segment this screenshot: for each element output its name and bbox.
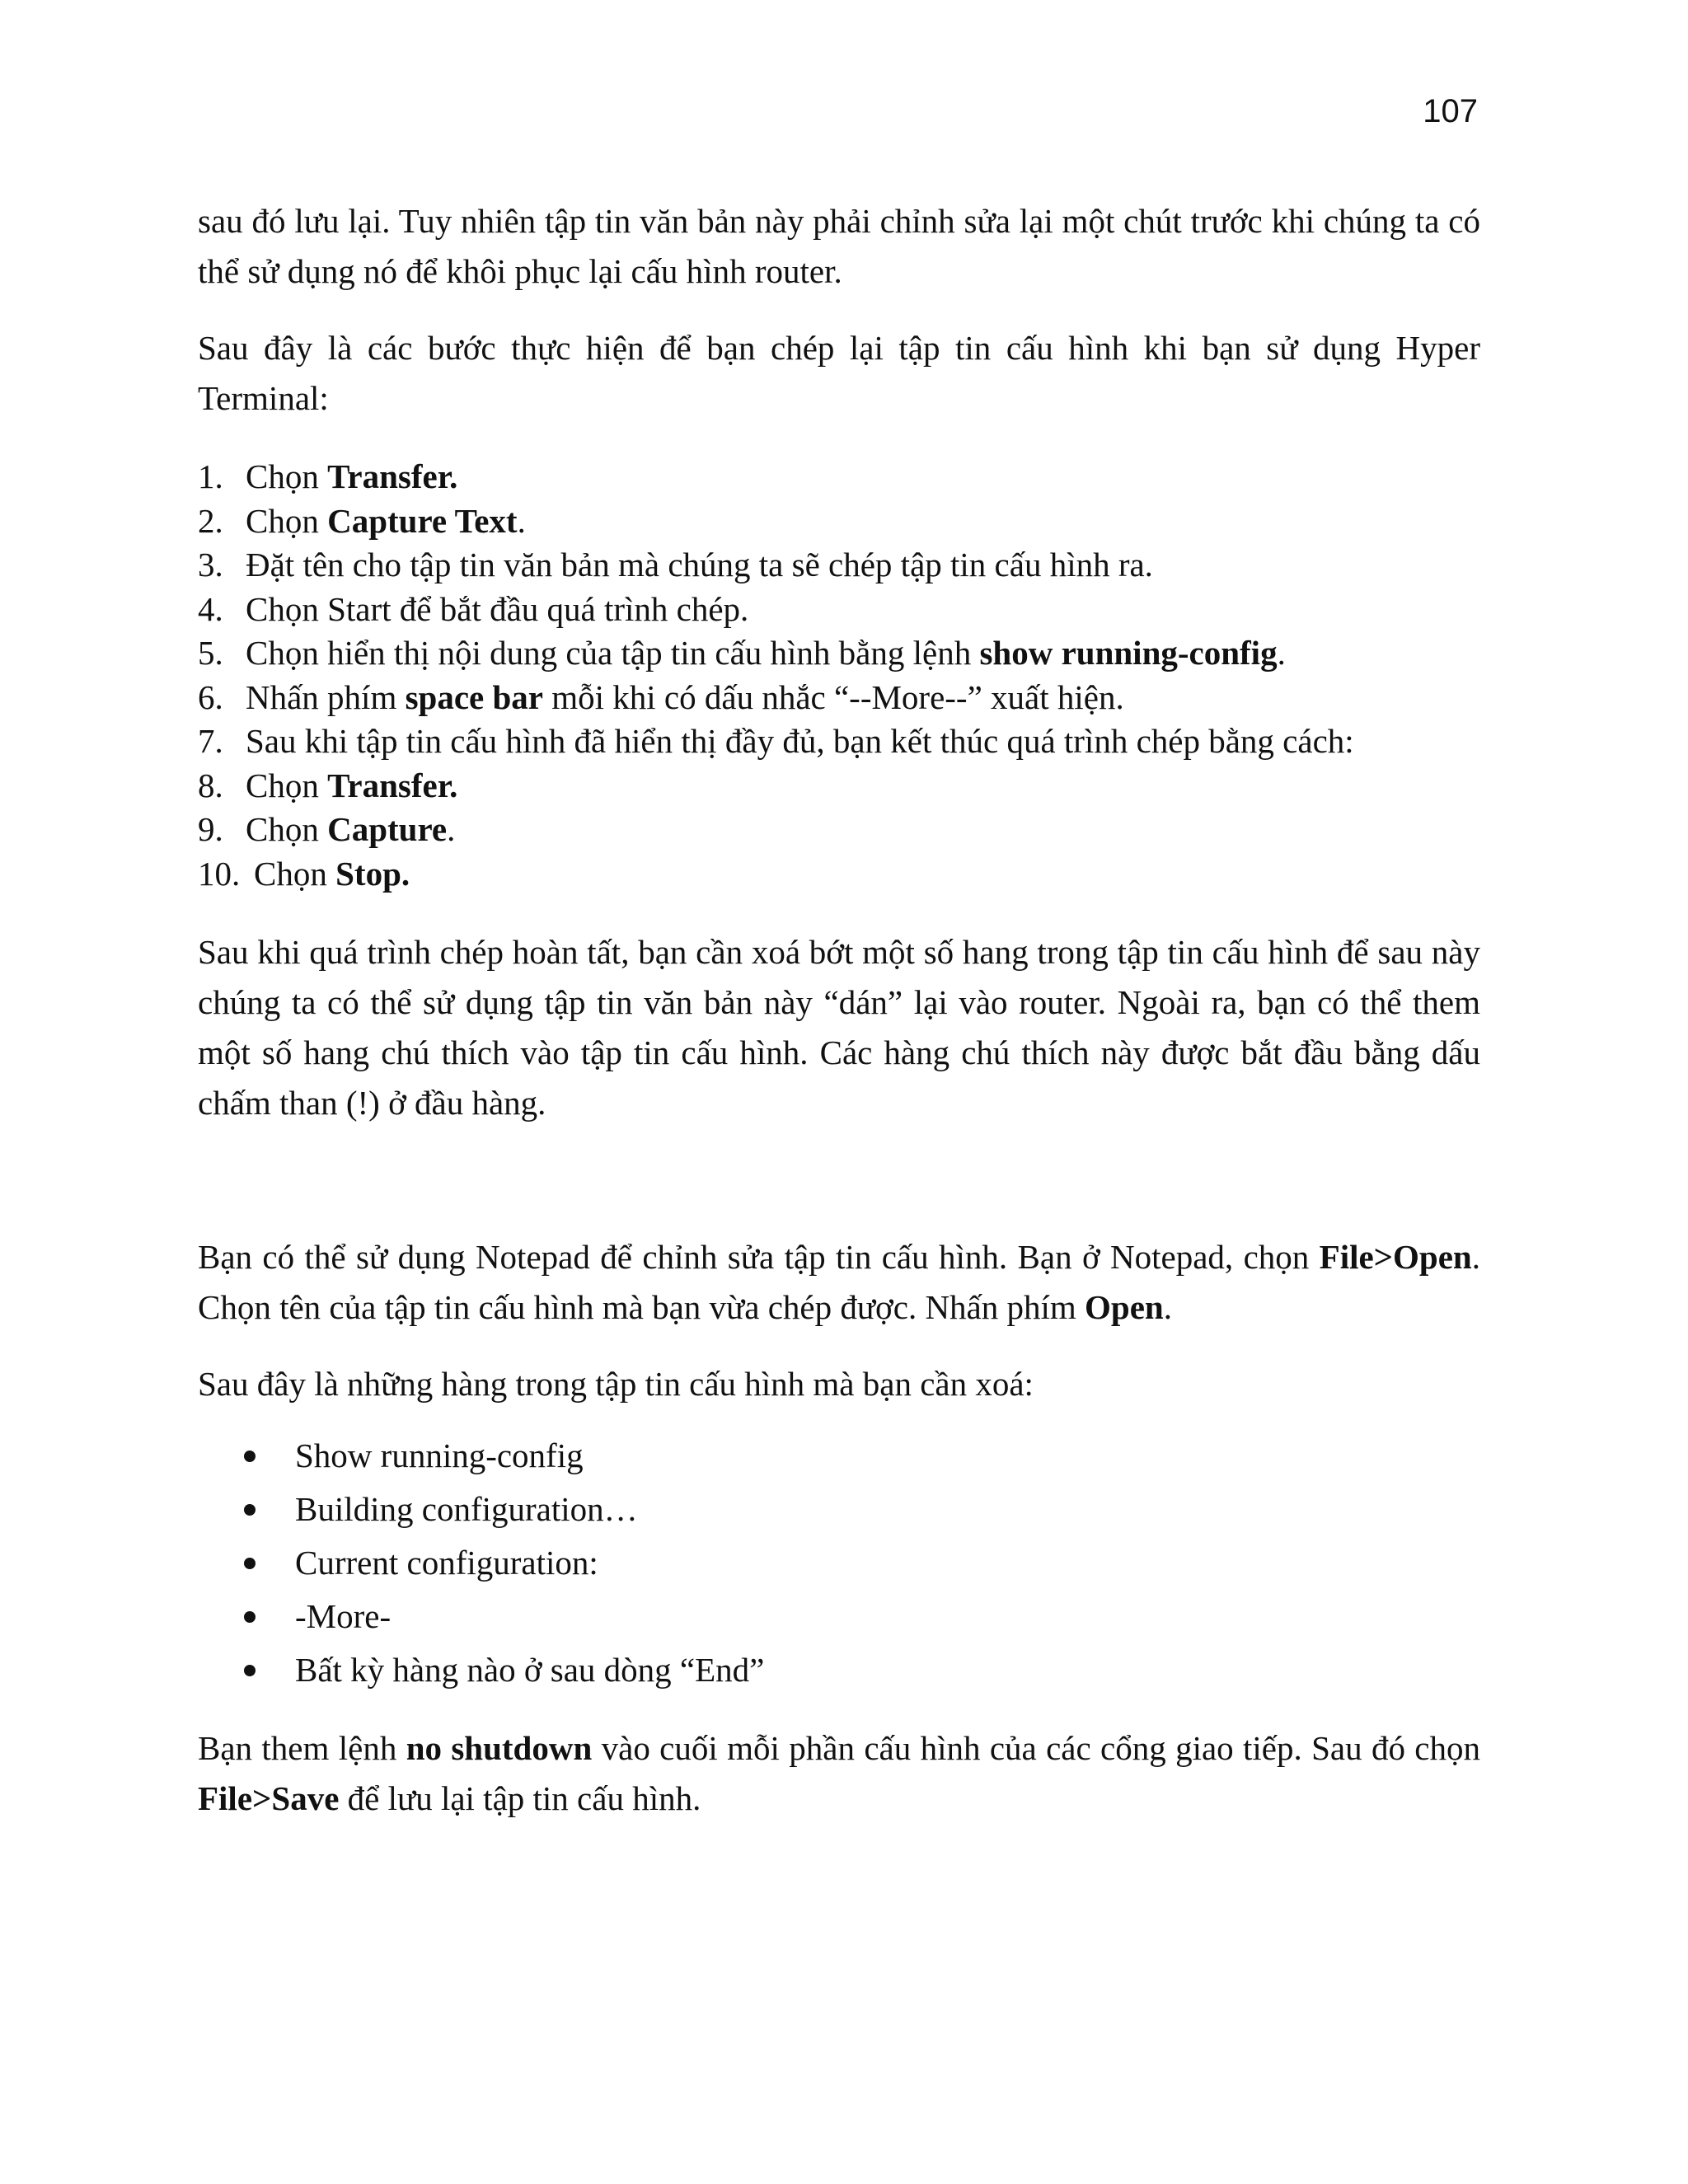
list-item (198, 852, 1480, 897)
step-text: Nhấn phím (246, 677, 406, 716)
no-shutdown-command: no shutdown (406, 1729, 593, 1767)
step-text: Chọn (246, 810, 328, 848)
no-shutdown-text-3: để lưu lại tập tin cấu hình. (339, 1779, 701, 1817)
paragraph-steps-intro: Sau đây là các bước thực hiện để bạn chép lại tập tin cấu hình khi bạn sử dụng Hyper Terminal: (198, 329, 1480, 417)
paragraph-after-copy: Sau khi quá trình chép hoàn tất, bạn cần xoá bớt một số hang trong tập tin cấu hình để sau này chúng ta có thể sử dụng tập tin văn bản này “dán” lại vào router. Ngoài ra, bạn có thể them một số hang chú thích vào tập tin cấu hình. Các hàng chú thích này được bắt đầu bằng dấu chấm than (!) ở đầu hàng. (198, 933, 1480, 1122)
delete-lines-list (198, 1429, 1480, 1697)
paragraph-lines-to-delete: Sau đây là những hàng trong tập tin cấu hình mà bạn cần xoá: (198, 1365, 1034, 1403)
step-text-tail: . (447, 810, 456, 848)
open-key-label: Open (1085, 1288, 1164, 1326)
list-item (198, 1429, 1480, 1483)
menu-file-open: File>Open (1319, 1238, 1472, 1276)
step-number: 2. (198, 501, 223, 540)
steps-list (198, 455, 1480, 896)
step-number: 7. (198, 722, 223, 760)
step-text-tail: mỗi khi có dấu nhắc “--More--” xuất hiện. (543, 677, 1124, 716)
list-item (198, 455, 1480, 499)
step-number: 4. (198, 589, 223, 628)
step-text: Đặt tên cho tập tin văn bản mà chúng ta sẽ chép tập tin cấu hình ra. (246, 546, 1153, 583)
step-number: 8. (198, 766, 223, 804)
step-number: 1. (198, 457, 223, 495)
list-item (198, 676, 1480, 720)
step-text-tail: . (517, 501, 526, 540)
step-number: 10. (198, 854, 241, 893)
step-bold-text: Stop. (335, 854, 410, 893)
list-item (198, 764, 1480, 808)
bullet-icon (244, 1665, 256, 1676)
step-bold-text: show running-config (979, 634, 1278, 672)
list-item (198, 543, 1480, 588)
document-body (198, 196, 1480, 1824)
step-text: Chọn (246, 457, 328, 495)
step-text-tail: . (1277, 634, 1286, 672)
notepad-text-1: Bạn có thể sử dụng Notepad để chỉnh sửa tập tin cấu hình. Bạn ở Notepad, chọn (198, 1238, 1320, 1276)
list-item (198, 719, 1480, 764)
step-text: Chọn hiển thị nội dung của tập tin cấu hình bằng lệnh (246, 634, 980, 672)
step-bold-text: Transfer. (327, 457, 458, 495)
step-number: 5. (198, 634, 223, 672)
step-text: Chọn (254, 854, 336, 893)
paragraph-intro-continuation: sau đó lưu lại. Tuy nhiên tập tin văn bản này phải chỉnh sửa lại một chút trước khi chúng ta có thể sử dụng nó để khôi phục lại cấu hình router. (198, 202, 1480, 290)
step-text: Chọn Start để bắt đầu quá trình chép. (246, 589, 749, 628)
page-number: 107 (1423, 93, 1478, 129)
list-item (198, 631, 1480, 676)
list-item (198, 1536, 1480, 1590)
step-text: Chọn (246, 766, 328, 804)
list-item (198, 1643, 1480, 1697)
bullet-text: Current configuration: (295, 1544, 598, 1582)
notepad-text-3: . (1163, 1288, 1172, 1326)
step-bold-text: space bar (405, 677, 543, 716)
bullet-icon (244, 1558, 256, 1569)
step-number: 9. (198, 810, 223, 848)
step-text: Chọn (246, 501, 328, 540)
step-number: 3. (198, 546, 223, 583)
step-bold-text: Capture (327, 810, 448, 848)
bullet-icon (244, 1451, 256, 1462)
bullet-text: -More- (295, 1597, 392, 1635)
bullet-icon (244, 1611, 256, 1623)
menu-file-save: File>Save (198, 1779, 340, 1817)
no-shutdown-text-2: vào cuối mỗi phần cấu hình của các cổng giao tiếp. Sau đó chọn (592, 1729, 1480, 1767)
list-item (198, 808, 1480, 852)
list-item (198, 499, 1480, 544)
bullet-text: Show running-config (295, 1436, 584, 1474)
bullet-text: Building configuration… (295, 1490, 638, 1528)
list-item (198, 588, 1480, 632)
paragraph-notepad (198, 1232, 1480, 1333)
bullet-icon (244, 1504, 256, 1516)
step-number: 6. (198, 677, 223, 716)
step-bold-text: Capture Text (327, 501, 518, 540)
paragraph-no-shutdown (198, 1723, 1480, 1824)
step-text: Sau khi tập tin cấu hình đã hiển thị đầy đủ, bạn kết thúc quá trình chép bằng cách: (246, 722, 1354, 760)
step-bold-text: Transfer. (327, 766, 458, 804)
no-shutdown-text-1: Bạn them lệnh (198, 1729, 406, 1767)
notepad-text-2: . Chọn tên của tập tin cấu hình mà bạn vừa chép được. Nhấn phím (198, 1238, 1480, 1326)
list-item (198, 1590, 1480, 1643)
bullet-text: Bất kỳ hàng nào ở sau dòng “End” (295, 1651, 765, 1689)
list-item (198, 1483, 1480, 1536)
